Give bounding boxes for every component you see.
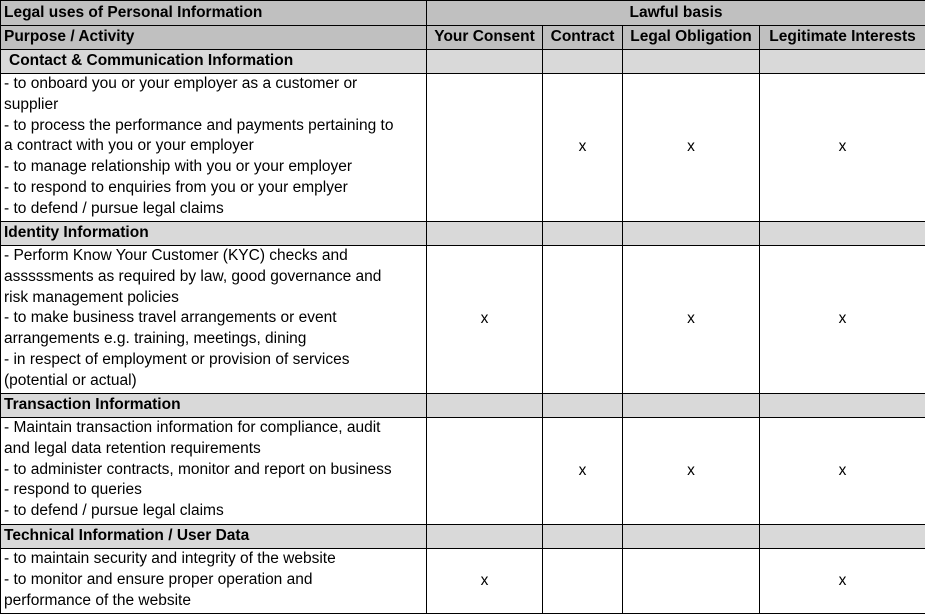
purpose-cell [1, 418, 427, 525]
contract-column-header: Contract [543, 26, 623, 50]
legal-obligation-mark: x [623, 74, 760, 222]
consent-mark [427, 74, 543, 222]
category-blank-cell [623, 222, 760, 246]
category-blank-cell [623, 394, 760, 418]
category-blank-cell [760, 222, 925, 246]
contract-mark: x [543, 418, 623, 525]
category-blank-cell [427, 222, 543, 246]
purpose-cell [1, 549, 427, 614]
category-blank-cell [543, 50, 623, 74]
category-contact-communication: Contact & Communication Information [1, 50, 427, 74]
purpose-line: - to administer contracts, monitor and report on business [4, 460, 392, 478]
legitimate-interests-mark: x [760, 246, 925, 394]
legitimate-interests-mark: x [760, 74, 925, 222]
legitimate-interests-column-header: Legitimate Interests [760, 26, 925, 50]
category-blank-cell [623, 50, 760, 74]
category-transaction: Transaction Information [1, 394, 427, 418]
legitimate-interests-mark: x [760, 549, 925, 614]
purpose-line: - respond to queries [4, 481, 142, 499]
legitimate-interests-mark: x [760, 418, 925, 525]
lawful-basis-header: Lawful basis [427, 1, 925, 26]
purpose-line: and legal data retention requirements [4, 439, 261, 457]
purpose-line: - in respect of employment or provision of services [4, 350, 350, 368]
legal-obligation-column-header: Legal Obligation [623, 26, 760, 50]
purpose-line: - to make business travel arrangements or event [4, 309, 337, 327]
category-technical-user-data: Technical Information / User Data [1, 525, 427, 549]
category-blank-cell [427, 525, 543, 549]
purpose-line: - to maintain security and integrity of the website [4, 550, 336, 567]
category-blank-cell [427, 50, 543, 74]
consent-mark [427, 418, 543, 525]
purpose-line: - to onboard you or your employer as a customer or [4, 75, 358, 92]
contract-mark [543, 549, 623, 614]
purpose-line: risk management policies [4, 288, 179, 306]
purpose-line: performance of the website [4, 591, 191, 609]
purpose-line: (potential or actual) [4, 371, 137, 389]
consent-mark: x [427, 246, 543, 394]
contract-mark [543, 246, 623, 394]
purpose-column-header: Purpose / Activity [1, 26, 427, 50]
purpose-line: - to defend / pursue legal claims [4, 199, 224, 217]
category-blank-cell [760, 525, 925, 549]
contract-mark: x [543, 74, 623, 222]
category-blank-cell [623, 525, 760, 549]
purpose-line: - to defend / pursue legal claims [4, 502, 224, 520]
legal-obligation-mark: x [623, 246, 760, 394]
category-blank-cell [427, 394, 543, 418]
category-blank-cell [543, 525, 623, 549]
purpose-line: supplier [4, 95, 59, 113]
category-blank-cell [543, 394, 623, 418]
category-identity: Identity Information [1, 222, 427, 246]
purpose-line: - to respond to enquiries from you or your emplyer [4, 178, 348, 196]
purpose-line: - Perform Know Your Customer (KYC) checks and [4, 247, 348, 264]
legal-obligation-mark: x [623, 418, 760, 525]
purpose-line: - to manage relationship with you or your employer [4, 158, 353, 176]
purpose-cell [1, 246, 427, 394]
category-blank-cell [760, 394, 925, 418]
purpose-cell [1, 74, 427, 222]
purpose-line: asssssments as required by law, good governance and [4, 267, 382, 285]
purpose-line: - to process the performance and payments pertaining to [4, 116, 394, 134]
category-blank-cell [760, 50, 925, 74]
consent-mark: x [427, 549, 543, 614]
legal-obligation-mark [623, 549, 760, 614]
category-blank-cell [543, 222, 623, 246]
purpose-line: - to monitor and ensure proper operation and [4, 570, 313, 588]
purpose-line: arrangements e.g. training, meetings, dining [4, 330, 307, 348]
table-title: Legal uses of Personal Information [1, 1, 427, 26]
consent-column-header: Your Consent [427, 26, 543, 50]
purpose-line: - Maintain transaction information for compliance, audit [4, 419, 381, 436]
purpose-line: a contract with you or your employer [4, 137, 254, 155]
